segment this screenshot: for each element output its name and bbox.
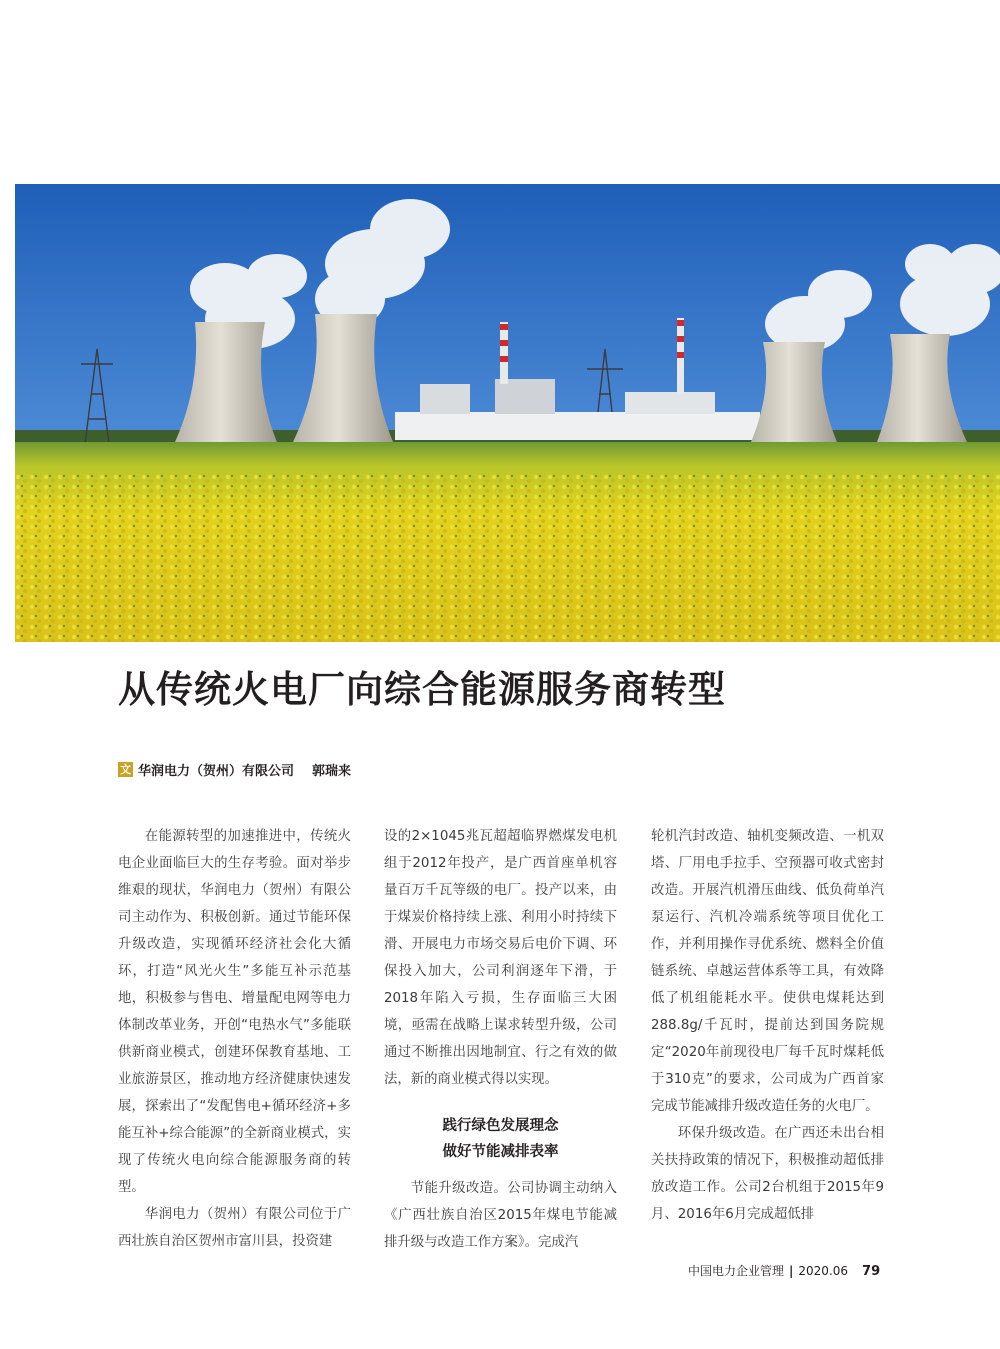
page-footer bbox=[688, 1262, 880, 1279]
paragraph: 环保升级改造。在广西还未出台相关扶持政策的情况下，积极推动超低排放改造工作。公司2台机组于2015年9月、2016年6月完成超低排 bbox=[651, 1126, 884, 1222]
paragraph-continued: 设的2×1045兆瓦超超临界燃煤发电机组于2012年投产，是广西首座单机容量百万千瓦等级的电厂。投产以来，由于煤炭价格持续上涨、利用小时持续下滑、开展电力市场交易后电价下调、环保投入加大，公司利润逐年下滑，于2018年陷入亏损，生存面临三大困境，亟需在战略上谋求转型升级，公司通过不断推出因地制宜、行之有效的做法，新的商业模式得以实现。 bbox=[384, 829, 617, 1087]
hero-photo bbox=[15, 184, 1000, 642]
magazine-name: 中国电力企业管理 bbox=[688, 1264, 785, 1278]
byline bbox=[118, 760, 351, 778]
text-column-3 bbox=[651, 823, 884, 1228]
paragraph: 华润电力（贺州）有限公司位于广西壮族自治区贺州市富川县，投资建 bbox=[118, 1207, 351, 1249]
footer-separator: | bbox=[789, 1264, 794, 1278]
byline-author: 郭瑞来 bbox=[312, 763, 352, 779]
page-number: 79 bbox=[862, 1264, 881, 1279]
power-plant-rapeseed-field-photo bbox=[15, 184, 1000, 642]
section-subheading bbox=[384, 1113, 617, 1165]
text-column-1 bbox=[118, 823, 351, 1255]
article-title: 从传统火电厂向综合能源服务商转型 bbox=[118, 668, 726, 711]
byline-organization: 华润电力（贺州）有限公司 bbox=[138, 763, 295, 779]
byline-mark: 文 bbox=[120, 762, 131, 776]
paragraph: 在能源转型的加速推进中，传统火电企业面临巨大的生存考验。面对举步维艰的现状，华润电力（贺州）有限公司主动作为、积极创新。通过节能环保升级改造，实现循环经济社会化大循环，打造“风光火生”多能互补示范基地，积极参与售电、增量配电网等电力体制改革业务，开创“电热水气”多能联供新商业模式，创建环保教育基地、工业旅游景区，推动地方经济健康快速发展，探索出了“发配售电+循环经济+多能互补+综合能源”的全新商业模式，实现了传统火电向综合能源服务商的转型。 bbox=[118, 829, 351, 1195]
paragraph: 节能升级改造。公司协调主动纳入《广西壮族自治区2015年煤电节能减排升级与改造工作方案》。完成汽 bbox=[384, 1181, 617, 1250]
subheading-line: 践行绿色发展理念 bbox=[442, 1118, 559, 1134]
text-column-2 bbox=[384, 823, 617, 1256]
subheading-line: 做好节能减排表率 bbox=[442, 1144, 559, 1160]
issue-date: 2020.06 bbox=[798, 1264, 849, 1278]
paragraph-continued: 轮机汽封改造、轴机变频改造、一机双塔、厂用电手拉手、空预器可收式密封改造。开展汽机滑压曲线、低负荷单汽泵运行、汽机冷端系统等项目优化工作，并利用操作寻优系统、燃料全价值链系统、卓越运营体系等工具，有效降低了机组能耗水平。使供电煤耗达到288.8g/千瓦时，提前达到国务院规定“2020年前现役电厂每千瓦时煤耗低于310克”的要求，公司成为广西首家完成节能减排升级改造任务的火电厂。 bbox=[651, 829, 884, 1114]
